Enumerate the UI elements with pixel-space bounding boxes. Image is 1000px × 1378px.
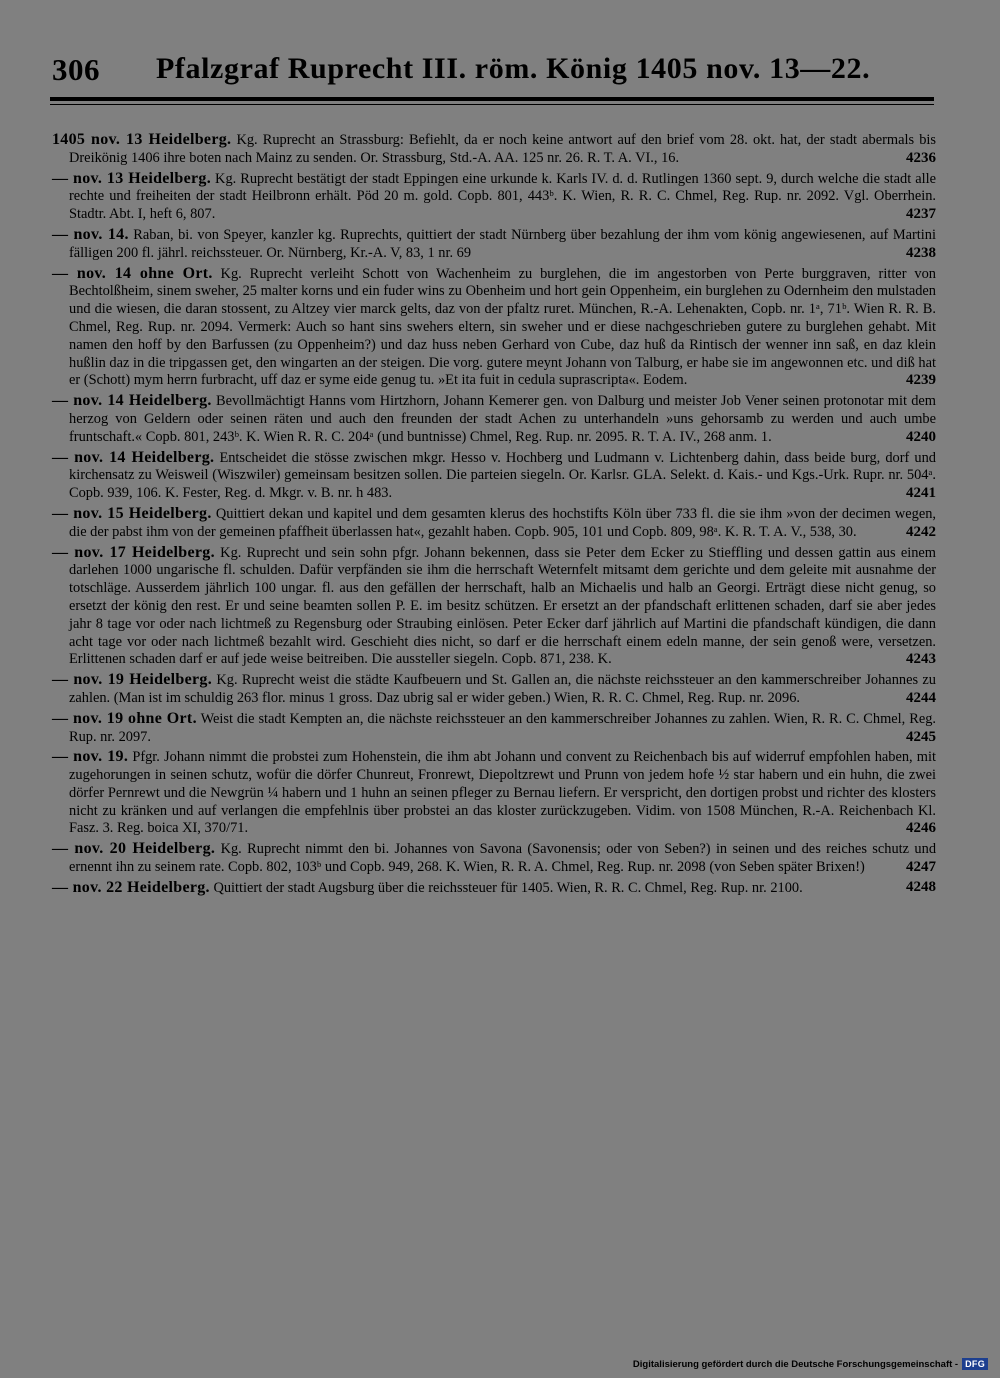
entry-number: 4248 — [906, 878, 936, 895]
entry-date-place: — nov. 22 Heidelberg. — [52, 878, 210, 896]
entry-number: 4247 — [906, 859, 936, 876]
entry-date-place: — nov. 14 Heidelberg. — [52, 392, 212, 410]
entry-number: 4241 — [906, 485, 936, 502]
entry-number: 4246 — [906, 820, 936, 837]
entry-number: 4236 — [906, 149, 936, 166]
page-title: Pfalzgraf Ruprecht III. röm. König 1405 nov. 13—22. — [156, 52, 871, 85]
entry-4236 — [52, 131, 936, 168]
entry-4248 — [52, 879, 936, 898]
entry-date-place: — nov. 19 ohne Ort. — [52, 709, 197, 727]
entry-text: Quittiert dekan und kapitel und dem gesamten klerus des hochstifts Köln über 733 fl. die sie ihm »von der decimen wegen, die der pabst ihm von der gemeinen pfaffheit überlassen hat«, gezahlt haben. Copb. 905, 101 und Copb. 809, 98ᵃ. K. R. T. A. V., 538, 30. — [69, 505, 936, 540]
dfg-logo: DFG — [962, 1358, 988, 1370]
entry-number: 4239 — [906, 372, 936, 389]
footer-credit — [633, 1358, 988, 1370]
entry-4245 — [52, 710, 936, 747]
header-rule-thin — [50, 104, 934, 105]
entry-4241 — [52, 449, 936, 503]
entry-date-place: 1405 nov. 13 Heidelberg. — [52, 131, 232, 148]
entry-4247 — [52, 840, 936, 877]
entry-number: 4242 — [906, 523, 936, 540]
entry-date-place: — nov. 15 Heidelberg. — [52, 504, 212, 522]
entry-4237 — [52, 170, 936, 224]
entry-4240 — [52, 392, 936, 446]
entry-text: Weist die stadt Kempten an, die nächste reichssteuer an den kammerschreiber Johannes zu zahlen. Wien, R. R. C. Chmel, Reg. Rup. nr. 2097. — [69, 710, 936, 745]
entry-text: Pfgr. Johann nimmt die probstei zum Hohenstein, die ihm abt Johann und convent zu Reichenbach bis auf widerruf empfohlen haben, mit zugehorungen in seinen schutz, wofür die dörfer Chunreut, Fronrewt, Diepoltzrewt und Prunn von jedem hofe ½ star habern und ein huhn, die zwei dörfer Pernrewt und die Newgrün ¼ habern und 1 huhn an seinen pfleger zu Bernau liefern. Er verspricht, den dortigen probst und richter des klosters nicht zu kränken und auf verlangen die empfehlnis über probstei an das kloster zurückzugeben. Vidim. von 1508 München, R.-A. Reichenbach Kl. Fasz. 3. Reg. boica XI, 370/71. — [69, 749, 936, 837]
entry-4242 — [52, 505, 936, 542]
entry-4244 — [52, 671, 936, 708]
entry-date-place: — nov. 20 Heidelberg. — [52, 840, 216, 858]
entry-4239 — [52, 265, 936, 391]
header-rule-thick — [50, 97, 934, 101]
entry-number: 4243 — [906, 651, 936, 668]
page-header — [52, 52, 932, 92]
entry-number: 4238 — [906, 244, 936, 261]
entry-text: Kg. Ruprecht weist die städte Kaufbeuern und St. Gallen an, die nächste reichssteuer an den kammerschreiber Johannes zu zahlen. (Man ist im schuldig 263 flor. minus 1 gross. Daz ubrig sal er wider geben.) Wien, R. R. C. Chmel, Reg. Rup. nr. 2096. — [69, 672, 936, 706]
entry-text: Bevollmächtigt Hanns vom Hirtzhorn, Johann Kemerer gen. von Dalburg und meister Job Vener seinen protonotar mit dem herzog von Geldern oder seinen räten und auch den freunden der stadt Achen zu unterhandeln »uns gehorsamb zu werden und auch umbe fruntschaft.« Copb. 801, 243ᵇ. K. Wien R. R. C. 204ᵃ (und buntnisse) Chmel, Reg. Rup. nr. 2095. R. T. A. IV., 268 anm. 1. — [69, 393, 936, 445]
entry-4238 — [52, 226, 936, 263]
entry-date-place: — nov. 14 ohne Ort. — [52, 264, 213, 282]
entry-date-place: — nov. 17 Heidelberg. — [52, 543, 215, 561]
entry-text: Kg. Ruprecht an Strassburg: Befiehlt, da er noch keine antwort auf den brief vom 28. okt. hat, der stadt abermals bis Dreikönig 1406 ihre boten nach Mainz zu senden. Or. Strassburg, Std.-A. AA. 125 nr. 26. R. T. A. VI., 16. — [69, 132, 936, 166]
entry-text: Kg. Ruprecht bestätigt der stadt Eppingen eine urkunde k. Karls IV. d. d. Rutlingen 1360 sept. 9, durch welche die stadt alle rechte und freiheiten der stadt Heilbronn erhält. Pöd 20 m. gold. Copb. 801, 443ᵇ. K. Wien, R. R. C. Chmel, Reg. Rup. nr. 2092. Vgl. Oberrhein. Stadtr. Abt. I, heft 6, 807. — [69, 170, 936, 223]
entry-text: Quittiert der stadt Augsburg über die reichssteuer für 1405. Wien, R. R. C. Chmel, Reg. Rup. nr. 2100. — [213, 879, 803, 896]
entry-text: Raban, bi. von Speyer, kanzler kg. Ruprechts, quittiert der stadt Nürnberg über bezahlung der ihm vom könig angewiesenen, auf Martini fälligen 200 fl. jährl. reichssteuer. Or. Nürnberg, Kr.-A. V, 83, 1 nr. 69 — [69, 226, 936, 261]
entry-4243 — [52, 544, 936, 670]
entry-date-place: — nov. 19. — [52, 748, 129, 766]
entry-date-place: — nov. 14. — [52, 225, 129, 243]
entry-number: 4244 — [906, 689, 936, 706]
page-number: 306 — [52, 52, 100, 87]
entry-number: 4237 — [906, 206, 936, 223]
regesta-entries — [52, 131, 936, 900]
entry-date-place: — nov. 19 Heidelberg. — [52, 671, 213, 689]
entry-text: Kg. Ruprecht und sein sohn pfgr. Johann bekennen, dass sie Peter dem Ecker zu Stieffling und dessen gattin aus einem darlehen 1000 ungarische fl. schulden. Dafür verpfänden sie ihm die herrschaft Weternfelt mitsamt dem gerichte und dem geleite mit ausnahme der totschläge. Ausserdem jährlich 100 ungar. fl. aus den gefällen der herrschaft, halb an Michaelis und halb an Georgi. Erträgt diese nicht genug, so ersetzt der könig den rest. Er und seine beamten sollen P. E. im besitz schützen. Er ersetzt an der pfandschaft erlittenen schaden, darf sie aber jedes jahr 8 tage vor oder nach lichtmeß zu Regensburg oder Straubing einlösen. Peter Ecker darf jährlich auf Martini die pfandschaft kündigen, die dann acht tage vor oder nach lichtmeß bezahlt wird. Geschieht dies nicht, so darf er die herrschaft einem edeln manne, der sein genoß were, versetzen. Erlittenen schaden darf er auf jede weise beitreiben. Die aussteller siegeln. Copb. 871, 238. K. — [69, 544, 936, 668]
entry-number: 4240 — [906, 428, 936, 445]
footer-text: Digitalisierung gefördert durch die Deutsche Forschungsgemeinschaft - — [632, 1358, 959, 1370]
entry-text: Kg. Ruprecht verleiht Schott von Wachenheim zu burglehen, die im angestorben von Perte burggraven, ritter von Bechtolßheim, sinem sweher, 25 malter korns und ein fuder wins zu Obenheim und hort gein Oppenheim, ein burglehen zu Odernheim den mulstaden und die wiesen, die daran stossent, zu Altzey vier marck gelts, daz von der pfaltz ruret. München, R.-A. Lehenakten, Copb. nr. 1ᵃ, 71ᵇ. Wien R. R. B. Chmel, Reg. Rup. nr. 2094. Vermerk: Auch so hant sins swehers eltern, sin sweher und er diese nachgeschrieben gutere zu burglehen gehabt. Mit namen den hoff by den Barfussen (zu Oppenheim?) und daz huss neben Gerhard von Cube, daz huß da Rintisch der wenner inn saß, en daz klein hußlin daz in die tripgassen get, den wingarten an der steigen. Die vorg. gutere meynt Johann von Talburg, er habe sie im angewonnen etc. und diß hat er (Schott) mym herrn furbracht, uff daz er syme eide genug tu. »Et ita fuit in cedula suprascripta«. Eodem. — [69, 265, 936, 389]
entry-date-place: — nov. 14 Heidelberg. — [52, 448, 215, 466]
entry-4246 — [52, 748, 936, 838]
entry-text: Kg. Ruprecht nimmt den bi. Johannes von Savona (Savonensis; oder von Seben?) in seinen und des reiches schutz und ernennt ihn zu seinem rate. Copb. 802, 103ᵇ und Copb. 949, 268. K. Wien, R. R. A. Chmel, Reg. Rup. nr. 2098 (von Seben später Brixen!) — [69, 841, 937, 876]
entry-number: 4245 — [906, 728, 936, 745]
entry-text: Entscheidet die stösse zwischen mkgr. Hesso v. Hochberg und Ludmann v. Lichtenberg dahin, dass beide burg, dorf und kirchensatz zu Weisweil (Wiszwiler) gemeinsam besitzen sollen. Die parteien siegeln. Or. Karlsr. GLA. Selekt. d. Kais.- und Kgs.-Urk. Rupr. nr. 504ᵃ. Copb. 939, 106. K. Fester, Reg. d. Mkgr. v. B. nr. h 483. — [69, 449, 936, 502]
entry-date-place: — nov. 13 Heidelberg. — [52, 169, 212, 187]
